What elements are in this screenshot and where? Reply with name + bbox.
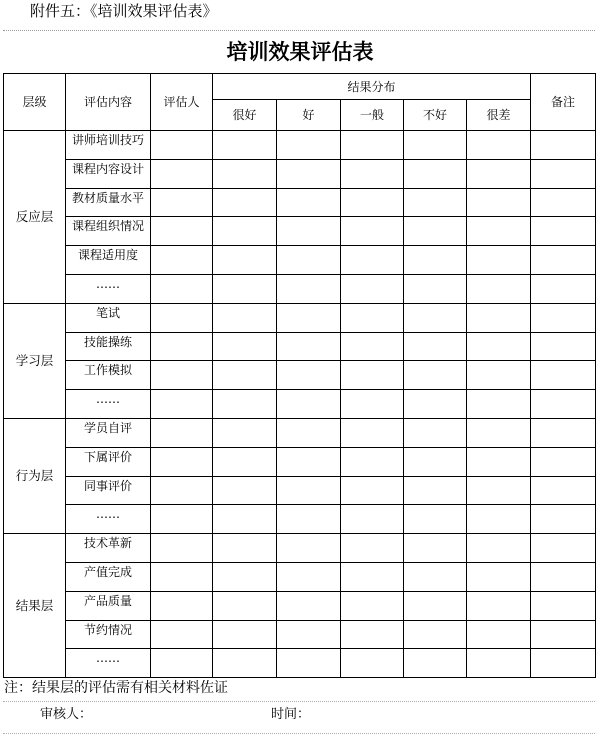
content-cell: ……	[66, 505, 151, 534]
remarks-cell[interactable]	[531, 534, 596, 563]
rating-cell[interactable]	[277, 534, 341, 563]
evaluator-cell[interactable]	[151, 303, 213, 332]
evaluator-cell[interactable]	[151, 562, 213, 591]
rating-cell[interactable]	[277, 620, 341, 649]
rating-cell[interactable]	[277, 591, 341, 620]
rating-cell[interactable]	[213, 649, 277, 678]
remarks-cell[interactable]	[531, 505, 596, 534]
remarks-cell[interactable]	[531, 649, 596, 678]
rating-cell[interactable]	[341, 476, 404, 505]
evaluation-table	[3, 73, 596, 678]
rating-cell[interactable]	[341, 246, 404, 275]
rating-cell[interactable]	[404, 303, 467, 332]
table-row	[4, 188, 596, 217]
rating-cell[interactable]	[404, 361, 467, 390]
remarks-cell[interactable]	[531, 188, 596, 217]
evaluator-cell[interactable]	[151, 361, 213, 390]
rating-cell[interactable]	[341, 274, 404, 303]
rating-cell[interactable]	[341, 390, 404, 419]
rating-cell[interactable]	[341, 562, 404, 591]
rating-header: 好	[277, 100, 341, 131]
rating-cell[interactable]	[467, 447, 531, 476]
remarks-cell[interactable]	[531, 361, 596, 390]
rating-cell[interactable]	[341, 188, 404, 217]
rating-header: 一般	[341, 100, 404, 131]
table-row	[4, 361, 596, 390]
table-row	[4, 131, 596, 160]
evaluator-cell[interactable]	[151, 418, 213, 447]
rating-cell[interactable]	[404, 418, 467, 447]
footnote: 注：结果层的评估需有相关材料佐证	[4, 680, 228, 696]
content-cell: 笔试	[66, 303, 151, 332]
rating-cell[interactable]	[404, 447, 467, 476]
level-cell: 学习层	[4, 303, 66, 418]
content-cell: 节约情况	[66, 620, 151, 649]
rating-cell[interactable]	[404, 620, 467, 649]
rating-cell[interactable]	[467, 534, 531, 563]
header-result: 结果分布	[213, 74, 531, 100]
evaluator-cell[interactable]	[151, 274, 213, 303]
content-cell: 技术革新	[66, 534, 151, 563]
content-cell: 课程内容设计	[66, 159, 151, 188]
rating-cell[interactable]	[341, 505, 404, 534]
remarks-cell[interactable]	[531, 217, 596, 246]
content-cell: 产值完成	[66, 562, 151, 591]
rating-cell[interactable]	[213, 361, 277, 390]
rating-cell[interactable]	[341, 620, 404, 649]
evaluator-cell[interactable]	[151, 534, 213, 563]
rating-cell[interactable]	[467, 188, 531, 217]
rating-cell[interactable]	[277, 505, 341, 534]
level-cell: 行为层	[4, 418, 66, 533]
rating-cell[interactable]	[213, 562, 277, 591]
rating-cell[interactable]	[213, 188, 277, 217]
content-cell: 同事评价	[66, 476, 151, 505]
table-row	[4, 159, 596, 188]
rating-cell[interactable]	[404, 188, 467, 217]
evaluator-cell[interactable]	[151, 505, 213, 534]
evaluator-cell[interactable]	[151, 591, 213, 620]
rating-cell[interactable]	[213, 131, 277, 160]
reviewer-label: 审核人：	[40, 707, 93, 722]
rating-cell[interactable]	[213, 332, 277, 361]
level-cell: 反应层	[4, 131, 66, 304]
content-cell: ……	[66, 390, 151, 419]
rating-cell[interactable]	[467, 274, 531, 303]
content-cell: 技能操练	[66, 332, 151, 361]
rating-cell[interactable]	[213, 447, 277, 476]
table-row	[4, 274, 596, 303]
content-cell: 课程组织情况	[66, 217, 151, 246]
evaluator-cell[interactable]	[151, 246, 213, 275]
rating-cell[interactable]	[404, 332, 467, 361]
rating-cell[interactable]	[467, 505, 531, 534]
content-cell: 讲师培训技巧	[66, 131, 151, 160]
rating-cell[interactable]	[404, 534, 467, 563]
remarks-cell[interactable]	[531, 390, 596, 419]
rating-cell[interactable]	[213, 476, 277, 505]
level-cell: 结果层	[4, 534, 66, 678]
evaluator-cell[interactable]	[151, 217, 213, 246]
table-row	[4, 649, 596, 678]
table-row	[4, 418, 596, 447]
rating-header: 不好	[404, 100, 467, 131]
rating-cell[interactable]	[467, 649, 531, 678]
rating-cell[interactable]	[404, 505, 467, 534]
rating-cell[interactable]	[213, 246, 277, 275]
rating-cell[interactable]	[467, 390, 531, 419]
rating-cell[interactable]	[404, 390, 467, 419]
evaluator-cell[interactable]	[151, 131, 213, 160]
rating-cell[interactable]	[277, 476, 341, 505]
remarks-cell[interactable]	[531, 620, 596, 649]
remarks-cell[interactable]	[531, 447, 596, 476]
rating-cell[interactable]	[341, 303, 404, 332]
remarks-cell[interactable]	[531, 159, 596, 188]
rating-cell[interactable]	[467, 418, 531, 447]
rating-cell[interactable]	[277, 188, 341, 217]
content-cell: ……	[66, 649, 151, 678]
remarks-cell[interactable]	[531, 562, 596, 591]
rating-cell[interactable]	[213, 591, 277, 620]
remarks-cell[interactable]	[531, 476, 596, 505]
rating-cell[interactable]	[341, 591, 404, 620]
rating-cell[interactable]	[467, 217, 531, 246]
content-cell: 课程适用度	[66, 246, 151, 275]
evaluator-cell[interactable]	[151, 332, 213, 361]
rating-cell[interactable]	[467, 476, 531, 505]
evaluator-cell[interactable]	[151, 620, 213, 649]
rating-cell[interactable]	[213, 418, 277, 447]
form-title: 培训效果评估表	[226, 39, 374, 64]
rating-cell[interactable]	[467, 620, 531, 649]
rating-cell[interactable]	[213, 534, 277, 563]
rating-cell[interactable]	[277, 131, 341, 160]
rating-cell[interactable]	[277, 274, 341, 303]
rating-cell[interactable]	[341, 447, 404, 476]
table-row	[4, 534, 596, 563]
attachment-heading: 附件五：《培训效果评估表》	[30, 2, 218, 20]
rating-header: 很好	[213, 100, 277, 131]
table-row	[4, 476, 596, 505]
remarks-cell[interactable]	[531, 131, 596, 160]
rating-cell[interactable]	[467, 303, 531, 332]
rating-cell[interactable]	[341, 217, 404, 246]
rating-cell[interactable]	[277, 217, 341, 246]
rating-header: 很差	[467, 100, 531, 131]
rating-cell[interactable]	[404, 562, 467, 591]
bottom-divider	[3, 733, 595, 734]
rating-cell[interactable]	[341, 159, 404, 188]
rating-cell[interactable]	[404, 649, 467, 678]
rating-cell[interactable]	[213, 303, 277, 332]
rating-cell[interactable]	[277, 447, 341, 476]
rating-cell[interactable]	[277, 562, 341, 591]
remarks-cell[interactable]	[531, 418, 596, 447]
rating-cell[interactable]	[213, 217, 277, 246]
table-row	[4, 620, 596, 649]
rating-cell[interactable]	[213, 505, 277, 534]
header-remarks: 备注	[531, 74, 596, 131]
content-cell: ……	[66, 274, 151, 303]
content-cell: 学员自评	[66, 418, 151, 447]
evaluator-cell[interactable]	[151, 159, 213, 188]
content-cell: 下属评价	[66, 447, 151, 476]
rating-cell[interactable]	[467, 332, 531, 361]
rating-cell[interactable]	[277, 159, 341, 188]
header-content: 评估内容	[66, 74, 151, 131]
time-label: 时间：	[271, 707, 311, 722]
rating-cell[interactable]	[404, 131, 467, 160]
rating-cell[interactable]	[341, 361, 404, 390]
rating-cell[interactable]	[467, 591, 531, 620]
content-cell: 产品质量	[66, 591, 151, 620]
table-row	[4, 332, 596, 361]
rating-cell[interactable]	[277, 361, 341, 390]
rating-cell[interactable]	[341, 418, 404, 447]
table-row	[4, 591, 596, 620]
rating-cell[interactable]	[213, 620, 277, 649]
header-evaluator: 评估人	[151, 74, 213, 131]
rating-cell[interactable]	[277, 418, 341, 447]
table-row	[4, 246, 596, 275]
rating-cell[interactable]	[277, 390, 341, 419]
evaluator-cell[interactable]	[151, 476, 213, 505]
remarks-cell[interactable]	[531, 332, 596, 361]
rating-cell[interactable]	[277, 649, 341, 678]
rating-cell[interactable]	[467, 131, 531, 160]
table-row	[4, 217, 596, 246]
evaluator-cell[interactable]	[151, 447, 213, 476]
rating-cell[interactable]	[404, 274, 467, 303]
rating-cell[interactable]	[404, 159, 467, 188]
signature-divider	[3, 701, 595, 702]
table-row	[4, 447, 596, 476]
evaluator-cell[interactable]	[151, 390, 213, 419]
rating-cell[interactable]	[341, 332, 404, 361]
rating-cell[interactable]	[341, 649, 404, 678]
table-row	[4, 390, 596, 419]
rating-cell[interactable]	[404, 476, 467, 505]
rating-cell[interactable]	[404, 591, 467, 620]
rating-cell[interactable]	[467, 562, 531, 591]
remarks-cell[interactable]	[531, 303, 596, 332]
rating-cell[interactable]	[341, 534, 404, 563]
header-level: 层级	[4, 74, 66, 131]
remarks-cell[interactable]	[531, 246, 596, 275]
table-row	[4, 505, 596, 534]
evaluator-cell[interactable]	[151, 649, 213, 678]
rating-cell[interactable]	[467, 361, 531, 390]
rating-cell[interactable]	[277, 303, 341, 332]
table-row	[4, 562, 596, 591]
rating-cell[interactable]	[213, 390, 277, 419]
table-row	[4, 303, 596, 332]
rating-cell[interactable]	[467, 246, 531, 275]
evaluator-cell[interactable]	[151, 188, 213, 217]
rating-cell[interactable]	[277, 332, 341, 361]
rating-cell[interactable]	[404, 246, 467, 275]
content-cell: 工作模拟	[66, 361, 151, 390]
rating-cell[interactable]	[277, 246, 341, 275]
remarks-cell[interactable]	[531, 274, 596, 303]
remarks-cell[interactable]	[531, 591, 596, 620]
rating-cell[interactable]	[213, 159, 277, 188]
rating-cell[interactable]	[404, 217, 467, 246]
content-cell: 教材质量水平	[66, 188, 151, 217]
rating-cell[interactable]	[213, 274, 277, 303]
rating-cell[interactable]	[341, 131, 404, 160]
rating-cell[interactable]	[467, 159, 531, 188]
